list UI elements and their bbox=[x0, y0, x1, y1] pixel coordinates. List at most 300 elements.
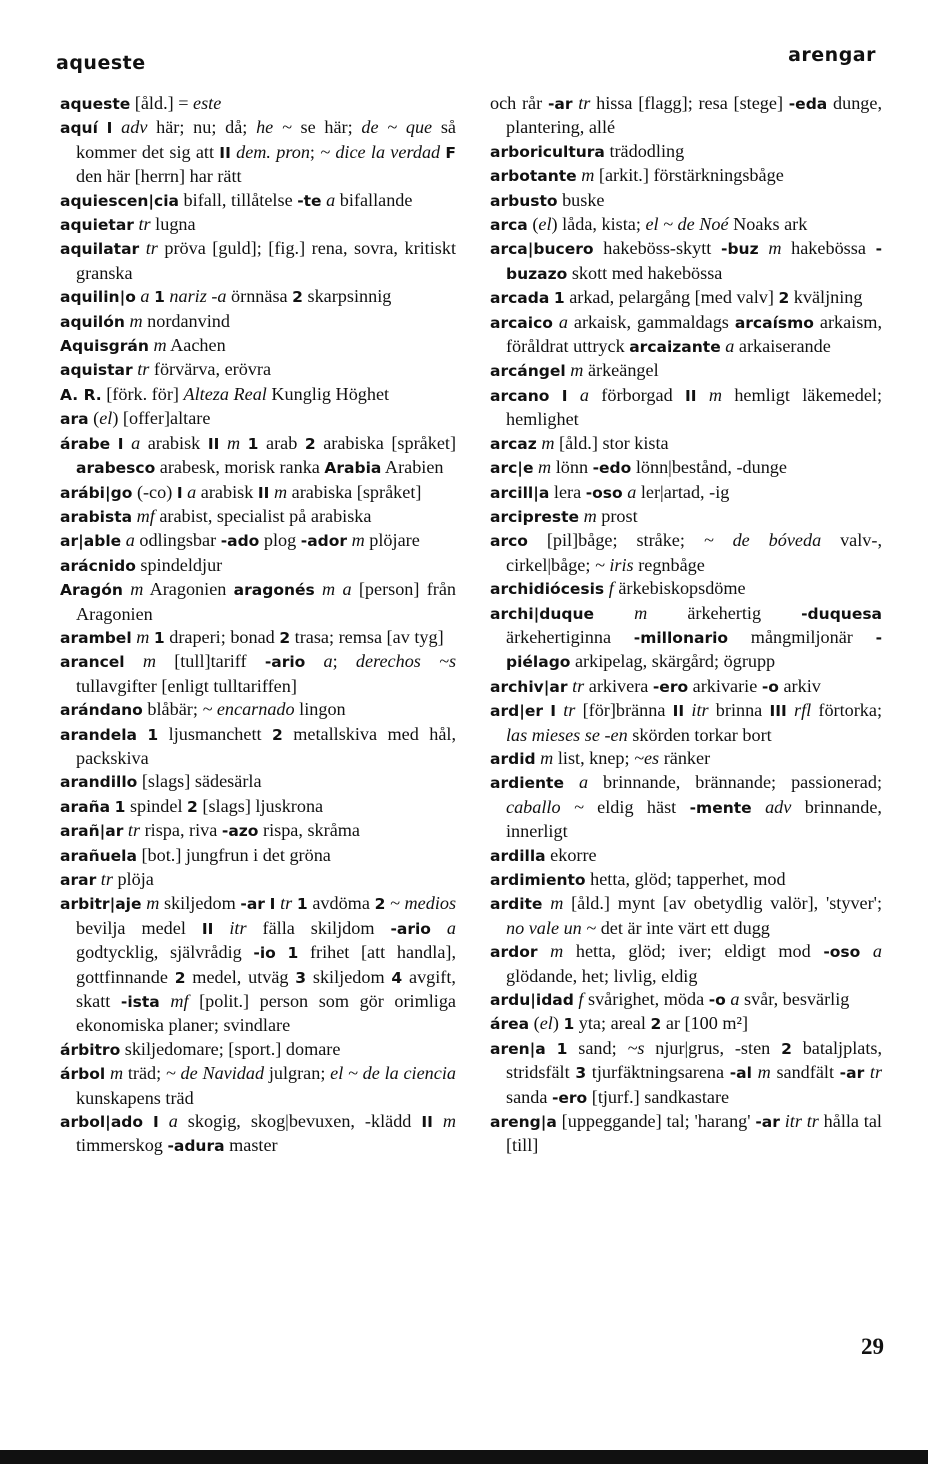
bold-marker: 1 bbox=[563, 1015, 575, 1034]
dictionary-entry bbox=[60, 1062, 456, 1110]
definition-text: arkivera bbox=[584, 675, 653, 696]
definition-text bbox=[568, 385, 580, 405]
headword: árbitro bbox=[60, 1040, 121, 1059]
italic-text: m bbox=[442, 1111, 457, 1132]
definition-text: medel, utväg bbox=[185, 966, 296, 987]
bold-marker: -eda bbox=[788, 95, 828, 113]
definition-text: ränker bbox=[659, 747, 711, 768]
bold-marker: -mente bbox=[689, 798, 752, 817]
definition-text bbox=[594, 603, 634, 623]
italic-text: tr bbox=[127, 820, 141, 841]
italic-text: ~ medios bbox=[390, 893, 457, 914]
bold-marker: 1 bbox=[287, 944, 299, 963]
headword: arancel bbox=[60, 653, 125, 672]
headword: área bbox=[490, 1015, 530, 1034]
definition-text: nordanvind bbox=[142, 310, 230, 331]
definition-text: sanda bbox=[506, 1086, 552, 1107]
dictionary-entry bbox=[490, 311, 882, 360]
bold-marker: -adura bbox=[167, 1137, 225, 1156]
definition-text: ärkehertig bbox=[647, 602, 802, 623]
dictionary-entry bbox=[60, 505, 456, 529]
dictionary-entry bbox=[490, 237, 882, 286]
definition-text: lugna bbox=[150, 214, 196, 235]
right-column bbox=[490, 92, 882, 1158]
bold-marker: -ero bbox=[551, 1088, 588, 1107]
definition-text: bifall, tillåtelse bbox=[179, 189, 298, 210]
bold-marker: 3 bbox=[575, 1064, 587, 1083]
italic-text: mf bbox=[136, 505, 155, 526]
italic-text: caballo ~ bbox=[506, 796, 584, 817]
definition-text: list, knep; bbox=[553, 747, 635, 768]
definition-text: plöjare bbox=[364, 530, 420, 551]
definition-text: arkad, pelargång [med valv] bbox=[564, 287, 779, 308]
definition-text: arabiska [språket] bbox=[287, 481, 422, 502]
definition-text: kväljning bbox=[789, 287, 863, 308]
bold-marker: 1 bbox=[154, 288, 165, 307]
definition-text: förborgad bbox=[588, 384, 685, 405]
headword: ardiente bbox=[490, 774, 564, 793]
definition-text: det är inte värt ett dugg bbox=[596, 917, 770, 938]
definition-text: svårighet, möda bbox=[583, 989, 709, 1010]
definition-text: glödande, het; livlig, eldig bbox=[506, 965, 698, 986]
bold-marker: -o bbox=[761, 677, 779, 696]
definition-text: och rår bbox=[490, 93, 548, 113]
definition-text: lera bbox=[549, 481, 586, 502]
definition-text bbox=[549, 385, 561, 405]
dictionary-entry bbox=[60, 819, 456, 843]
definition-text: arabesk, morisk ranka bbox=[155, 457, 325, 478]
definition-text: njur|grus, -sten bbox=[644, 1037, 782, 1058]
bold-marker: III bbox=[769, 702, 787, 721]
headword: arándano bbox=[60, 701, 143, 720]
definition-text: [person] från Aragonien bbox=[76, 579, 457, 624]
definition-text: ärkeängel bbox=[583, 360, 659, 381]
italic-text: m bbox=[583, 505, 597, 526]
definition-text: odlingsbar bbox=[134, 530, 221, 551]
bold-marker: -ar bbox=[240, 895, 265, 914]
bold-marker: arcaizante bbox=[629, 338, 721, 357]
bold-marker: 2 bbox=[279, 628, 291, 647]
definition-text: Noaks ark bbox=[728, 214, 808, 235]
dictionary-entry bbox=[60, 432, 456, 481]
definition-text: arkiv bbox=[778, 675, 821, 696]
definition-text: [slags] ljuskrona bbox=[197, 795, 324, 816]
definition-text bbox=[98, 117, 107, 137]
guide-word-right: arengar bbox=[788, 44, 876, 66]
bold-marker: 3 bbox=[295, 968, 307, 987]
definition-text bbox=[240, 433, 248, 453]
dictionary-entry bbox=[490, 189, 882, 213]
dictionary-entry bbox=[490, 868, 882, 892]
italic-text: m bbox=[109, 1063, 124, 1084]
italic-text: de ~ que bbox=[361, 117, 433, 138]
italic-text: m bbox=[581, 165, 595, 186]
dictionary-entry bbox=[60, 844, 456, 868]
definition-text: här; nu; då; bbox=[147, 117, 257, 138]
definition-text: godtycklig, självrådig bbox=[76, 942, 254, 963]
definition-text: arabisk bbox=[140, 432, 208, 453]
dictionary-entry bbox=[60, 578, 456, 626]
bold-marker: 2 bbox=[187, 797, 198, 816]
headword: arcano bbox=[490, 386, 550, 405]
definition-text: [förk. för] bbox=[101, 383, 184, 404]
headword: ardu|idad bbox=[490, 991, 574, 1010]
headword: araña bbox=[60, 797, 111, 816]
italic-text: m bbox=[538, 457, 552, 478]
bold-marker: aragonés bbox=[233, 581, 315, 600]
headword: arboricultura bbox=[490, 142, 605, 161]
definition-text: hissa [flagg]; resa [stege] bbox=[590, 93, 789, 113]
definition-text: arabist, specialist på arabiska bbox=[154, 505, 372, 526]
definition-text bbox=[124, 433, 132, 453]
definition-text: Aachen bbox=[166, 335, 226, 356]
dictionary-entry bbox=[60, 554, 456, 578]
definition-text: Arabien bbox=[381, 457, 444, 478]
definition-text: skörden torkar bort bbox=[627, 724, 772, 745]
bold-marker: -buzazo bbox=[506, 240, 883, 283]
italic-text: tr bbox=[137, 359, 150, 380]
italic-text: tr bbox=[280, 893, 293, 914]
definition-text: skiljedom bbox=[159, 893, 241, 914]
italic-text: tr bbox=[572, 675, 585, 696]
dictionary-entry bbox=[60, 1110, 456, 1159]
definition-text: Aragonien bbox=[143, 579, 234, 600]
definition-text: julgran; bbox=[264, 1063, 331, 1084]
italic-text: las mieses se -en bbox=[506, 724, 628, 745]
definition-text: hetta, glöd; iver; eldigt mod bbox=[563, 941, 824, 962]
definition-text: avdöma bbox=[307, 893, 375, 914]
dictionary-entry bbox=[490, 213, 882, 237]
definition-text: trädodling bbox=[604, 140, 685, 161]
definition-text: arkipelag, skärgård; ögrupp bbox=[570, 651, 776, 672]
definition-text: ; bbox=[332, 651, 356, 672]
headword: arbusto bbox=[490, 191, 558, 210]
italic-text: mf bbox=[170, 991, 189, 1012]
headword: arambel bbox=[60, 628, 132, 647]
bold-marker: II bbox=[219, 143, 231, 162]
definition-text: se här; bbox=[291, 117, 362, 138]
dictionary-entry bbox=[490, 456, 882, 480]
definition-text: bataljplats, stridsfält bbox=[506, 1037, 883, 1083]
definition-text: ler|artad, -ig bbox=[636, 481, 730, 502]
definition-text: brinna bbox=[708, 700, 770, 721]
definition-text bbox=[137, 724, 147, 744]
italic-text: m bbox=[541, 432, 555, 453]
definition-text: skiljedomare; [sport.] domare bbox=[120, 1038, 341, 1059]
headword: archidiócesis bbox=[490, 580, 605, 599]
dictionary-entry bbox=[490, 1012, 882, 1036]
definition-text bbox=[159, 1111, 169, 1131]
italic-text: f bbox=[578, 989, 584, 1010]
headword: arcada bbox=[490, 289, 550, 308]
headword: arcill|a bbox=[490, 483, 550, 502]
definition-text: sand; bbox=[567, 1037, 628, 1058]
definition-text: hetta, glöd; tapperhet, mod bbox=[585, 869, 786, 889]
definition-text bbox=[564, 772, 579, 792]
bold-marker: -ar bbox=[755, 1113, 780, 1132]
definition-text: [arkit.] förstärkningsbåge bbox=[594, 165, 784, 186]
headword: ardilla bbox=[490, 846, 546, 865]
definition-text: bevilja medel bbox=[76, 917, 202, 938]
dictionary-entry bbox=[490, 602, 882, 675]
definition-text: ärkehertiginna bbox=[506, 626, 634, 647]
headword: arandela bbox=[60, 725, 137, 744]
bold-marker: II bbox=[672, 702, 685, 721]
definition-text: träd; bbox=[123, 1063, 166, 1084]
definition-text bbox=[433, 1111, 443, 1131]
dictionary-entry bbox=[60, 383, 456, 407]
definition-text: buske bbox=[557, 189, 605, 210]
definition-text bbox=[125, 651, 143, 671]
dictionary-entry bbox=[490, 164, 882, 188]
definition-text: mångmiljonär bbox=[728, 626, 876, 647]
italic-text: dem. pron bbox=[236, 141, 310, 162]
bold-marker: II bbox=[207, 434, 220, 453]
dictionary-entry bbox=[60, 892, 456, 1037]
italic-text: este bbox=[193, 93, 222, 113]
dictionary-entry bbox=[490, 747, 882, 771]
definition-text: pröva [guld]; [fig.] rena, sovra, kritiskt granska bbox=[76, 238, 457, 283]
bold-marker: I bbox=[269, 895, 276, 914]
definition-text: skiljedom bbox=[306, 966, 392, 987]
italic-text: tr bbox=[869, 1062, 883, 1083]
definition-text bbox=[697, 385, 709, 405]
definition-text: kunskapens träd bbox=[76, 1087, 194, 1108]
headword: aquilin|o bbox=[60, 288, 136, 307]
headword: ara bbox=[60, 410, 89, 429]
definition-text: så kommer det sig att bbox=[76, 117, 456, 162]
italic-text: m bbox=[351, 530, 365, 551]
dictionary-entry bbox=[490, 1037, 882, 1110]
italic-text: Alteza Real bbox=[183, 383, 267, 404]
definition-text: ( bbox=[529, 1013, 540, 1034]
definition-text: ) låda, kista; bbox=[551, 214, 646, 235]
definition-text: skogig, skog|bevuxen, -klädd bbox=[177, 1111, 422, 1132]
dictionary-entry bbox=[490, 844, 882, 868]
italic-text: derechos ~s bbox=[355, 651, 457, 672]
bold-marker: I bbox=[153, 1113, 159, 1132]
dictionary-entry bbox=[490, 140, 882, 164]
definition-text bbox=[213, 918, 229, 938]
headword: archi|duque bbox=[490, 604, 595, 623]
definition-text: sandfält bbox=[770, 1062, 840, 1083]
definition-text: dunge, plantering, allé bbox=[506, 93, 882, 138]
headword: arañ|ar bbox=[60, 822, 124, 841]
bold-marker: 2 bbox=[292, 288, 303, 307]
dictionary-entry bbox=[490, 771, 882, 843]
bold-marker: arcaísmo bbox=[734, 313, 814, 332]
dictionary-entry bbox=[490, 359, 882, 383]
definition-text: [pil]båge; stråke; bbox=[527, 530, 704, 551]
italic-text: m bbox=[634, 602, 648, 623]
bold-marker: -buz bbox=[721, 240, 759, 259]
bold-marker: -ero bbox=[652, 677, 689, 696]
italic-text: a bbox=[131, 432, 141, 453]
bold-marker: 1 bbox=[296, 895, 308, 914]
headword: árabe bbox=[60, 434, 111, 453]
definition-text: metallskiva med hål, packskiva bbox=[76, 723, 457, 768]
italic-text: itr tr bbox=[784, 1111, 819, 1132]
italic-text: a bbox=[187, 481, 197, 502]
headword: areng|a bbox=[490, 1113, 557, 1132]
dictionary-entry bbox=[490, 481, 882, 505]
definition-text bbox=[787, 700, 794, 720]
definition-text: plog bbox=[259, 530, 301, 551]
headword: arco bbox=[490, 532, 528, 551]
headword: árbol bbox=[60, 1065, 106, 1084]
definition-text: eldig häst bbox=[583, 796, 690, 817]
dictionary-entry bbox=[490, 988, 882, 1012]
dictionary-entry bbox=[60, 795, 456, 819]
definition-text: arkaiserande bbox=[734, 336, 831, 357]
dictionary-entry bbox=[60, 116, 456, 188]
italic-text: a bbox=[578, 772, 589, 793]
bold-marker: I bbox=[561, 386, 568, 405]
definition-text: förvärva, erövra bbox=[149, 359, 272, 380]
dictionary-entry bbox=[490, 940, 882, 988]
definition-text bbox=[538, 941, 551, 961]
definition-text: [slags] sädesärla bbox=[137, 771, 262, 792]
dictionary-entry bbox=[490, 432, 882, 456]
definition-text: master bbox=[224, 1135, 278, 1156]
italic-text: f bbox=[608, 578, 614, 599]
italic-text: tr bbox=[138, 214, 151, 235]
bold-marker: I bbox=[176, 483, 183, 502]
definition-text: arab bbox=[258, 432, 305, 453]
definition-text: Kunglig Höghet bbox=[266, 383, 390, 404]
bold-marker: 2 bbox=[174, 968, 186, 987]
definition-text: avgift, skatt bbox=[76, 966, 456, 1012]
headword: arcángel bbox=[490, 362, 566, 381]
italic-text: tr bbox=[563, 700, 576, 721]
dictionary-entry bbox=[60, 358, 456, 382]
bold-marker: II bbox=[201, 919, 214, 938]
dictionary-entry bbox=[60, 1038, 456, 1062]
definition-text: rispa, skråma bbox=[258, 820, 360, 841]
definition-text: timmerskog bbox=[76, 1135, 168, 1156]
definition-text: ; bbox=[309, 141, 321, 162]
italic-text: m bbox=[550, 893, 564, 914]
headword: arácnido bbox=[60, 556, 136, 575]
definition-text: arkaism, föråldrat uttryck bbox=[506, 311, 882, 357]
definition-text bbox=[759, 238, 769, 258]
italic-text: a bbox=[125, 530, 135, 551]
dictionary-entry bbox=[490, 577, 882, 601]
definition-text: trasa; remsa [av tyg] bbox=[290, 626, 444, 647]
italic-text: m bbox=[226, 432, 241, 453]
bold-marker: I bbox=[550, 702, 557, 721]
definition-text bbox=[110, 433, 118, 453]
headword: arbotante bbox=[490, 167, 577, 186]
dictionary-entry bbox=[60, 213, 456, 237]
definition-text: arkivarie bbox=[688, 675, 762, 696]
definition-text: tullavgifter [enligt tulltariffen] bbox=[76, 675, 297, 696]
bold-marker: -azo bbox=[221, 822, 259, 841]
headword: arcipreste bbox=[490, 507, 580, 526]
italic-text: no vale un ~ bbox=[506, 917, 597, 938]
definition-text bbox=[112, 117, 121, 137]
bold-marker: 2 bbox=[650, 1015, 662, 1034]
headword: arandillo bbox=[60, 773, 138, 792]
bold-marker: -te bbox=[297, 191, 322, 210]
bold-marker: Arabia bbox=[324, 459, 382, 478]
italic-text: tr bbox=[145, 238, 158, 259]
headword: arábi|go bbox=[60, 483, 133, 502]
italic-text: m bbox=[136, 626, 150, 647]
definition-text: tjurfäktningsarena bbox=[586, 1062, 730, 1083]
italic-text: ~ iris bbox=[594, 554, 634, 575]
headword: arca|bucero bbox=[490, 240, 594, 259]
bold-marker: -ador bbox=[300, 532, 348, 551]
definition-text: brinnande, brännande; passionerad; bbox=[588, 772, 882, 793]
bold-marker: 2 bbox=[272, 725, 283, 744]
dictionary-entry bbox=[490, 92, 882, 140]
italic-text: a bbox=[558, 311, 568, 332]
dictionary-entry bbox=[490, 1110, 882, 1158]
definition-text bbox=[276, 942, 288, 962]
bold-marker: 1 bbox=[556, 1039, 568, 1058]
bold-marker: -oso bbox=[585, 483, 623, 502]
definition-text: valv-, cirkel|båge; bbox=[506, 530, 882, 575]
bold-marker: -ista bbox=[120, 993, 160, 1012]
italic-text: m bbox=[540, 747, 554, 768]
definition-text: spindel bbox=[125, 795, 188, 816]
definition-text: ärkebiskopsdöme bbox=[613, 578, 746, 599]
italic-text: he ~ bbox=[256, 117, 292, 138]
dictionary-entry bbox=[60, 237, 456, 285]
definition-text: arabiska [språket] bbox=[315, 432, 457, 453]
headword: Aragón bbox=[60, 581, 123, 600]
dictionary-entry bbox=[60, 189, 456, 213]
dictionary-entry bbox=[60, 407, 456, 431]
definition-text: [polit.] person som gör orimliga ekonomiska planer; svindlare bbox=[76, 991, 456, 1036]
bold-marker: arabesco bbox=[76, 459, 156, 478]
definition-text: skott med hakebössa bbox=[567, 262, 723, 283]
italic-text: m bbox=[142, 651, 156, 672]
dictionary-entry bbox=[490, 892, 882, 940]
left-column bbox=[60, 92, 456, 1159]
italic-text: ~s bbox=[627, 1037, 645, 1058]
dictionary-entry bbox=[490, 384, 882, 432]
definition-text bbox=[431, 918, 447, 938]
definition-text bbox=[305, 651, 323, 671]
definition-text: regnbåge bbox=[633, 554, 705, 575]
italic-text: el bbox=[539, 1013, 553, 1034]
definition-text bbox=[752, 797, 765, 817]
italic-text: ~ dice la verdad bbox=[320, 141, 441, 162]
definition-text: hakeböss-skytt bbox=[593, 238, 722, 259]
italic-text: a bbox=[326, 189, 336, 210]
italic-text: el bbox=[538, 214, 552, 235]
definition-text: [åld.] stor kista bbox=[554, 432, 669, 453]
definition-text: lönn|bestånd, -dunge bbox=[631, 457, 787, 478]
definition-text: bifallande bbox=[335, 189, 413, 210]
italic-text: a bbox=[323, 651, 333, 672]
bold-marker: II bbox=[685, 386, 697, 405]
definition-text: blåbär; bbox=[142, 699, 203, 720]
headword: aquistar bbox=[60, 361, 133, 380]
italic-text: rfl bbox=[794, 700, 812, 721]
headword: aren|a bbox=[490, 1039, 546, 1058]
headword: ardimiento bbox=[490, 871, 586, 889]
definition-text: (-co) bbox=[132, 481, 177, 502]
headword: A. R. bbox=[60, 385, 102, 404]
bold-marker: I bbox=[117, 434, 124, 453]
definition-text bbox=[546, 1038, 557, 1058]
italic-text: el bbox=[99, 408, 113, 429]
definition-text: lönn bbox=[551, 457, 593, 478]
italic-text: m bbox=[146, 893, 160, 914]
